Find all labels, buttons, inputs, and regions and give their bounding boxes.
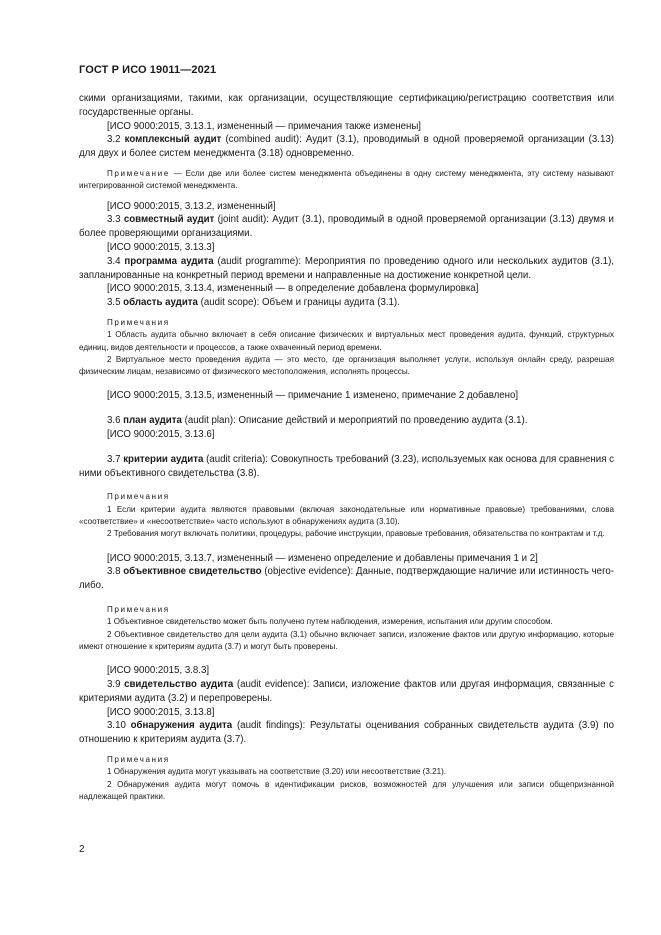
note-3-5-1: 1 Область аудита обычно включает в себя описание физических и виртуальных мест проведения аудита, функций, структурных единиц, видов деятельности и процессов, а также охваченный период времени. (79, 330, 614, 352)
note-3-5-2: 2 Виртуальное место проведения аудита — это место, где организация выполняет услуги, используя онлайн среду, разрешая физическим лицам, независимо от физического местоположения, исполнять процессы. (79, 354, 614, 377)
term-name: обнаружения аудита (130, 720, 233, 732)
source-ref-3-5: [ИСО 9000:2015, 3.13.5, измененный — примечание 1 изменено, примечание 2 добавлено] (107, 390, 519, 402)
page-content (79, 92, 614, 803)
term-definition: (objective evidence): Данные, подтверждающие наличие или истинность чего-либо. (79, 566, 615, 592)
term-definition: (combined audit): Аудит (3.1), проводимый в одной проверяемой организации (3.13) для двух и более систем менеджмента (3.18) одновременно. (79, 134, 614, 160)
term-definition: (audit plan): Описание действий и мероприятий по проведению аудита (3.1). (184, 415, 528, 427)
source-ref-3-6: [ИСО 9000:2015, 3.13.6] (107, 429, 215, 441)
source-ref-3-8: [ИСО 9000:2015, 3.8.3] (107, 665, 210, 677)
term-number: 3.4 (107, 255, 121, 267)
term-3-8 (79, 565, 614, 593)
note-3-2 (79, 168, 614, 193)
term-number: 3.6 (107, 415, 121, 427)
term-name: свидетельство аудита (124, 678, 234, 690)
note-3-7-1: 1 Если критерии аудита являются правовыми (включая законодательные или нормативные правовые) требованиями, слова «соответствие» и «несоответствие» часто используют в обнаружениях аудита (3.10). (79, 504, 614, 527)
term-number: 3.7 (107, 453, 121, 465)
term-number: 3.10 (107, 720, 126, 732)
page-header: ГОСТ Р ИСО 19011—2021 (79, 64, 217, 76)
note-3-7-2: 2 Требования могут включать политики, процедуры, рабочие инструкции, правовые требования, обязательства по контрактам и т.д. (107, 529, 605, 539)
source-ref-3-3: [ИСО 9000:2015, 3.13.3] (107, 241, 215, 253)
term-3-9 (79, 678, 614, 706)
note-text: — Если две или более систем менеджмента объединены в одну систему менеджмента, эту систему называют интегрированной системой менеджмента. (79, 168, 615, 191)
term-number: 3.9 (107, 678, 121, 690)
notes-heading: Примечания (107, 492, 170, 502)
notes-heading: Примечания (107, 317, 170, 327)
term-name: объективное свидетельство (123, 566, 262, 578)
term-3-4 (79, 255, 614, 283)
term-name: критерии аудита (123, 453, 204, 465)
source-ref-3-9: [ИСО 9000:2015, 3.13.8] (107, 706, 215, 718)
note-3-8-2: 2 Объективное свидетельство для цели аудита (3.1) обычно включает записи, изложение фактов или другую информацию, которые имеют отношение к критериям аудита (3.7) и могут быть проверены. (79, 629, 614, 651)
term-3-2 (79, 133, 614, 161)
term-3-5 (79, 296, 614, 310)
term-number: 3.8 (107, 566, 121, 578)
notes-heading: Примечания (107, 605, 170, 614)
note-label: Примечание (107, 168, 170, 178)
term-number: 3.2 (107, 134, 121, 146)
note-3-10-1: 1 Обнаружения аудита могут указывать на соответствие (3.20) или несоответствие (3.21). (107, 767, 447, 777)
term-3-6 (79, 414, 614, 428)
term-3-3 (79, 213, 614, 241)
term-number: 3.3 (107, 214, 121, 226)
term-definition: (audit criteria): Совокупность требований (3.23), используемых как основа для сравнения с ними объективного свидетельства (3.8). (79, 453, 614, 479)
term-number: 3.5 (107, 297, 121, 309)
note-3-10-2: 2 Обнаружения аудита могут помочь в идентификации рисков, возможностей для улучшения или записи общепризнанной надлежащей практики. (79, 779, 614, 801)
term-definition: (audit programme): Мероприятия по проведению одного или нескольких аудитов (3.1), запланированные на конкретный период времени и направленные на достижение конкретной цели. (79, 255, 614, 281)
term-name: совместный аудит (123, 214, 215, 226)
term-definition: (audit evidence): Записи, изложение фактов или другая информация, связанные с критериями аудита (3.2) и перепроверены. (79, 678, 614, 704)
term-definition: (audit scope): Объем и границы аудита (3.1). (200, 297, 400, 309)
term-definition: (audit findings): Результаты оценивания собранных свидетельств аудита (3.9) по отношению к критериям аудита (3.7). (79, 720, 614, 746)
source-ref-3-2: [ИСО 9000:2015, 3.13.2, измененный] (107, 200, 276, 212)
page-number: 2 (79, 844, 85, 855)
term-name: программа аудита (124, 255, 214, 267)
term-name: комплексный аудит (124, 134, 222, 146)
term-definition: (joint audit): Аудит (3.1), проводимый в одной проверяемой организации (3.13) двумя и более проверяющими организациями. (79, 214, 614, 240)
term-3-10 (79, 719, 614, 747)
term-name: область аудита (123, 297, 198, 309)
notes-heading: Примечания (107, 754, 170, 764)
term-name: план аудита (123, 415, 182, 427)
note-3-8-1: 1 Объективное свидетельство может быть получено путем наблюдения, измерения, испытания или другим способом. (107, 617, 553, 627)
term-3-7 (79, 453, 614, 481)
source-ref-3-1: [ИСО 9000:2015, 3.13.1, измененный — примечания также изменены] (107, 120, 422, 132)
text-continuation: скими организациями, такими, как организации, осуществляющие сертификацию/регистрацию соответствия или государственные органы. (79, 93, 614, 118)
source-ref-3-7: [ИСО 9000:2015, 3.13.7, измененный — изменено определение и добавлены примечания 1 и 2] (107, 552, 538, 564)
source-ref-3-4: [ИСО 9000:2015, 3.13.4, измененный — в определение добавлена формулировка] (107, 283, 479, 295)
